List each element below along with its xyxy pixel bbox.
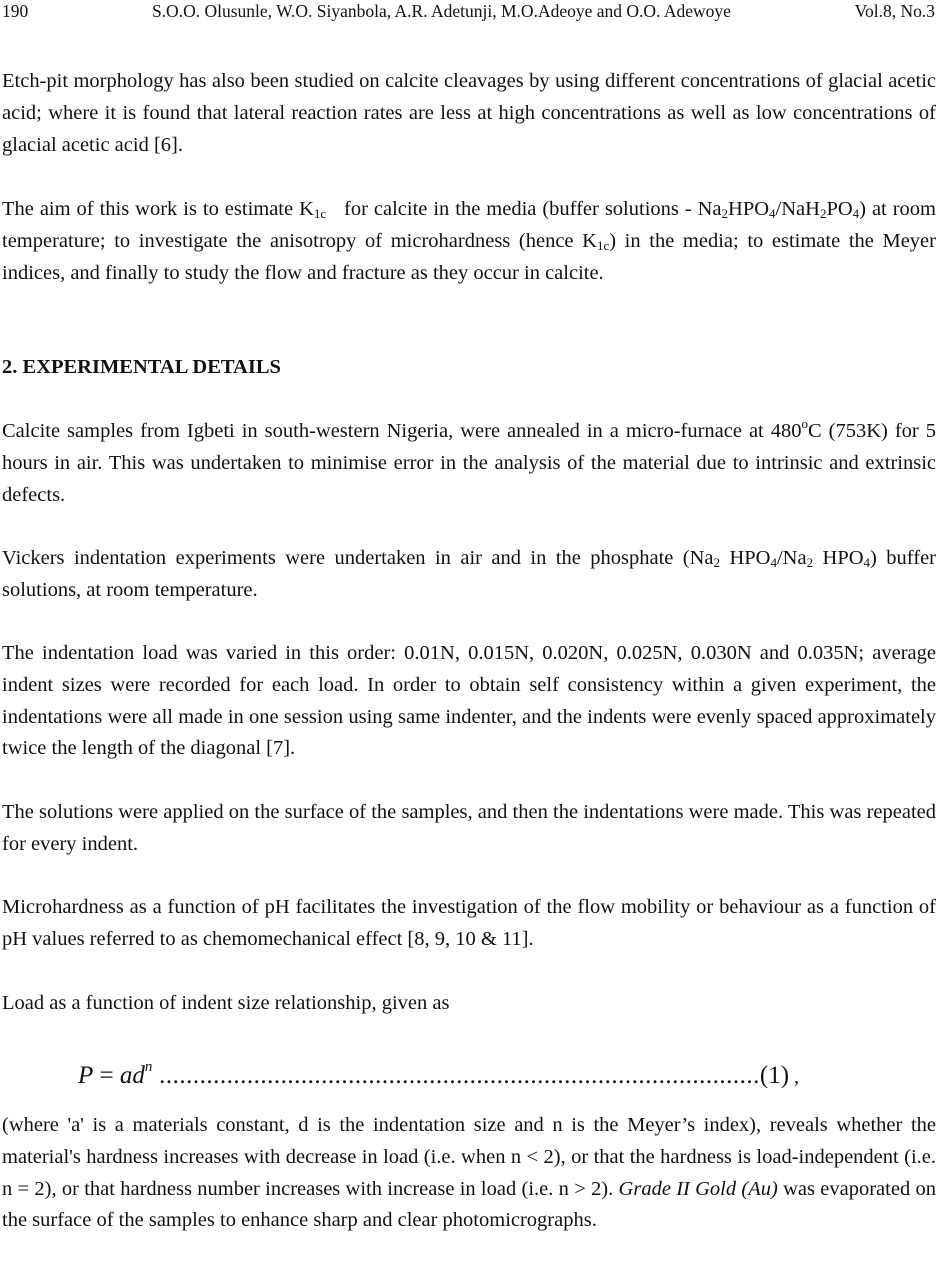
paragraph-vickers: Vickers indentation experiments were undertaken in air and in the phosphate ($Na_2$ $HPO_4/Na_2$ $HPO_4$) buffer solutions, at room temperature. bbox=[2, 547, 936, 601]
paragraph-load: The indentation load was varied in this order: 0.01N, 0.015N, 0.020N, 0.025N, 0.030N and 0.035N; average indent sizes were recorded for each load. In order to obtain self consistency within a given experiment, the indentations were all made in one session using same indenter, and the indents were evenly spaced approximately twice the length of the diagonal [7]. bbox=[2, 642, 936, 760]
page-number: 190 bbox=[2, 1, 29, 21]
paragraph-microhardness: Microhardness as a function of pH facilitates the investigation of the flow mobility or behaviour as a function of pH values referred to as chemomechanical effect [8, 9, 10 & 11]. bbox=[2, 896, 936, 950]
equation-number: (1) bbox=[759, 1062, 790, 1089]
header-volume: Vol.8, No.3 bbox=[854, 1, 935, 21]
equation-1: $P = ad^n$ .........................................................................................(1) , bbox=[78, 1059, 800, 1089]
paragraph-samples: Calcite samples from Igbeti in south-western Nigeria, were annealed in a micro-furnace at 480$^o$C (753K) for 5 hours in air. This was undertaken to minimise error in the analysis of the material due to intrinsic and extrinsic defects. bbox=[2, 416, 936, 506]
paragraph-solutions: The solutions were applied on the surface of the samples, and then the indentations were made. This was repeated for every indent. bbox=[2, 801, 936, 855]
running-header bbox=[2, 0, 935, 22]
paragraph-relationship: Load as a function of indent size relationship, given as bbox=[2, 992, 450, 1014]
paragraph-aim: The aim of this work is to estimate $K_{1c}$ for calcite in the media (buffer solutions - $Na_2HPO_4/NaH_2PO_4$) at room temperature; to investigate the anisotropy of microhardness (hence $K_{1c}$) in the media; to estimate the Meyer indices, and finally to study the flow and fracture as they occur in calcite. bbox=[2, 198, 936, 284]
header-authors: S.O.O. Olusunle, W.O. Siyanbola, A.R. Adetunji, M.O.Adeoye and O.O. Adewoye bbox=[151, 1, 731, 21]
section-heading: 2. EXPERIMENTAL DETAILS bbox=[2, 356, 281, 378]
paragraph-meyer: (where 'a' is a materials constant, d is the indentation size and n is the Meyer’s index), reveals whether the material's hardness increases with decrease in load (i.e. when n < 2), or that the hardness is load-independent (i.e. n = 2), or that hardness number increases with increase in load (i.e. n > 2). Grade II Gold (Au) was evaporated on the surface of the samples to enhance sharp and clear photomicrographs. bbox=[2, 1114, 936, 1232]
paragraph-etch-pit: Etch-pit morphology has also been studied on calcite cleavages by using different concentrations of glacial acetic acid; where it is found that lateral reaction rates are less at high concentrations as well as low concentrations of glacial acetic acid [6]. bbox=[2, 70, 936, 156]
